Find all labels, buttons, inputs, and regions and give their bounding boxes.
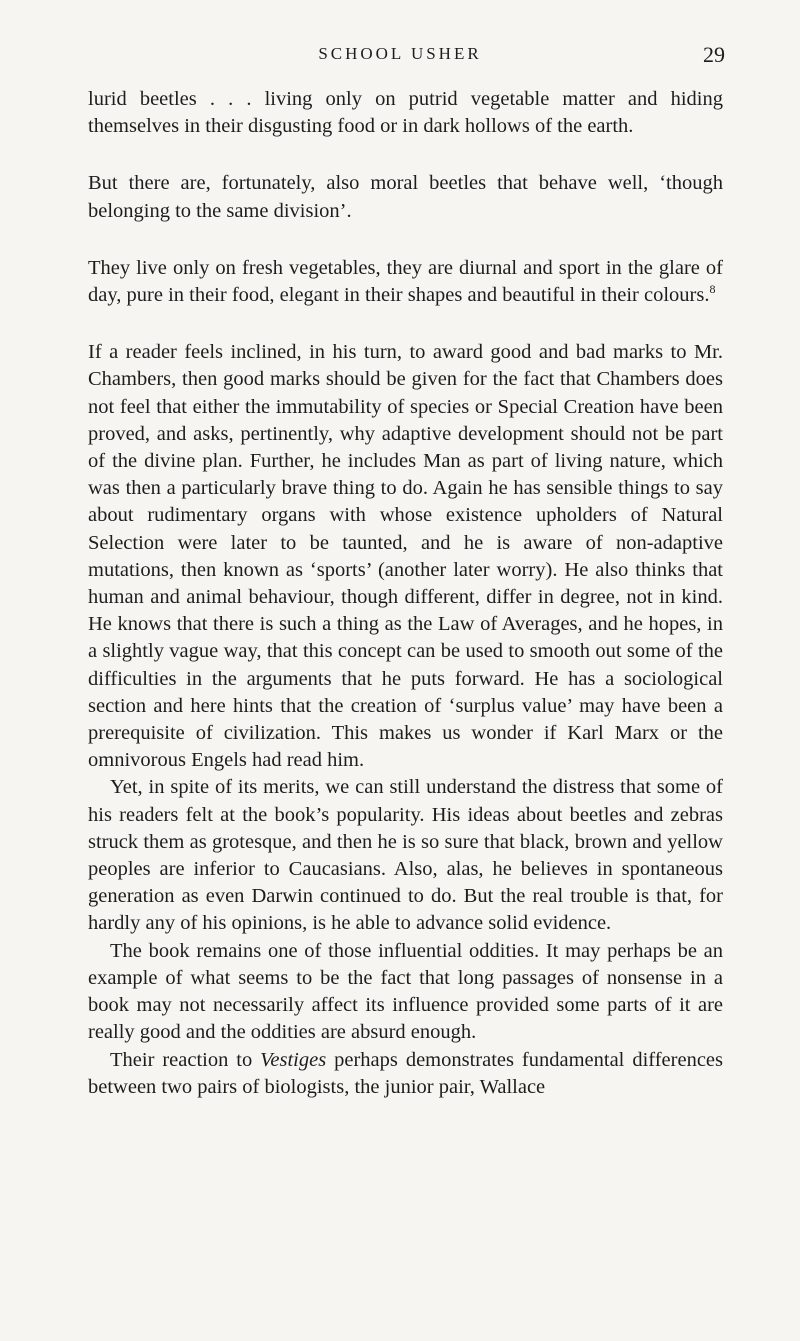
paragraph-good-marks: If a reader feels inclined, in his turn, to award good and bad marks to Mr. Chambers, then good marks should be given for the fact that Chambers does not feel that either the immutability of species or Special Creation have been proved, and asks, pertinently, why adaptive development should not be part of the divine plan. Further, he includes Man as part of living nature, which was then a particularly brave thing to do. Again he has sensible things to say about rudimentary organs with whose existence upholders of Natural Selection were later to be taunted, and he is aware of non-adaptive mutations, then known as ‘sports’ (another later worry). He also thinks that human and animal behaviour, though different, differ in degree, not in kind. He knows that there is such a thing as the Law of Averages, and he hopes, in a slightly vague way, that this concept can be used to smooth out some of the difficulties in the arguments that he puts forward. He has a sociological section and here hints that the creation of ‘surplus value’ may have been a prerequisite of civilization. This makes us wonder if Karl Marx or the omnivorous Engels had read him. (88, 341, 723, 772)
book-title-vestiges: Vestiges (260, 1048, 327, 1071)
reaction-text-start: Their reaction to (110, 1048, 261, 1071)
block-quote-beetles: lurid beetles . . . living only on putrid vegetable matter and hiding themselves in their disgusting food or in dark hollows of the earth. (88, 88, 723, 138)
paragraph-distress: Yet, in spite of its merits, we can still understand the distress that some of his readers felt at the book’s popularity. His ideas about beetles and zebras struck them as grotesque, and then he is so sure that black, brown and yellow peoples are inferior to Caucasians. Also, alas, he believes in spontaneous generation as even Darwin continued to do. But the real trouble is that, for hardly any of his opinions, is he able to advance solid evidence. (88, 776, 723, 935)
paragraph-moral-beetles: But there are, fortunately, also moral beetles that behave well, ‘though belonging to the same division’. (88, 172, 723, 222)
footnote-reference: 8 (709, 282, 716, 297)
quote-text: They live only on fresh vegetables, they are diurnal and sport in the glare of day, pure in their food, elegant in their shapes and beautiful in their colours. (88, 256, 723, 307)
page-number: 29 (703, 42, 725, 67)
paragraph-reaction (88, 1047, 723, 1101)
block-quote-fresh-vegetables (88, 255, 723, 309)
body-text (88, 86, 723, 1101)
paragraph-oddities: The book remains one of those influential oddities. It may perhaps be an example of what seems to be the fact that long passages of nonsense in a book may not necessarily affect its influence provided some parts of it are really good and the oddities are absurd enough. (88, 939, 723, 1044)
running-head: SCHOOL USHER (318, 44, 482, 63)
reaction-text-end: perhaps demonstrates fundamental differences between two pairs of biologists, the junior pair, Wallace (88, 1048, 723, 1098)
